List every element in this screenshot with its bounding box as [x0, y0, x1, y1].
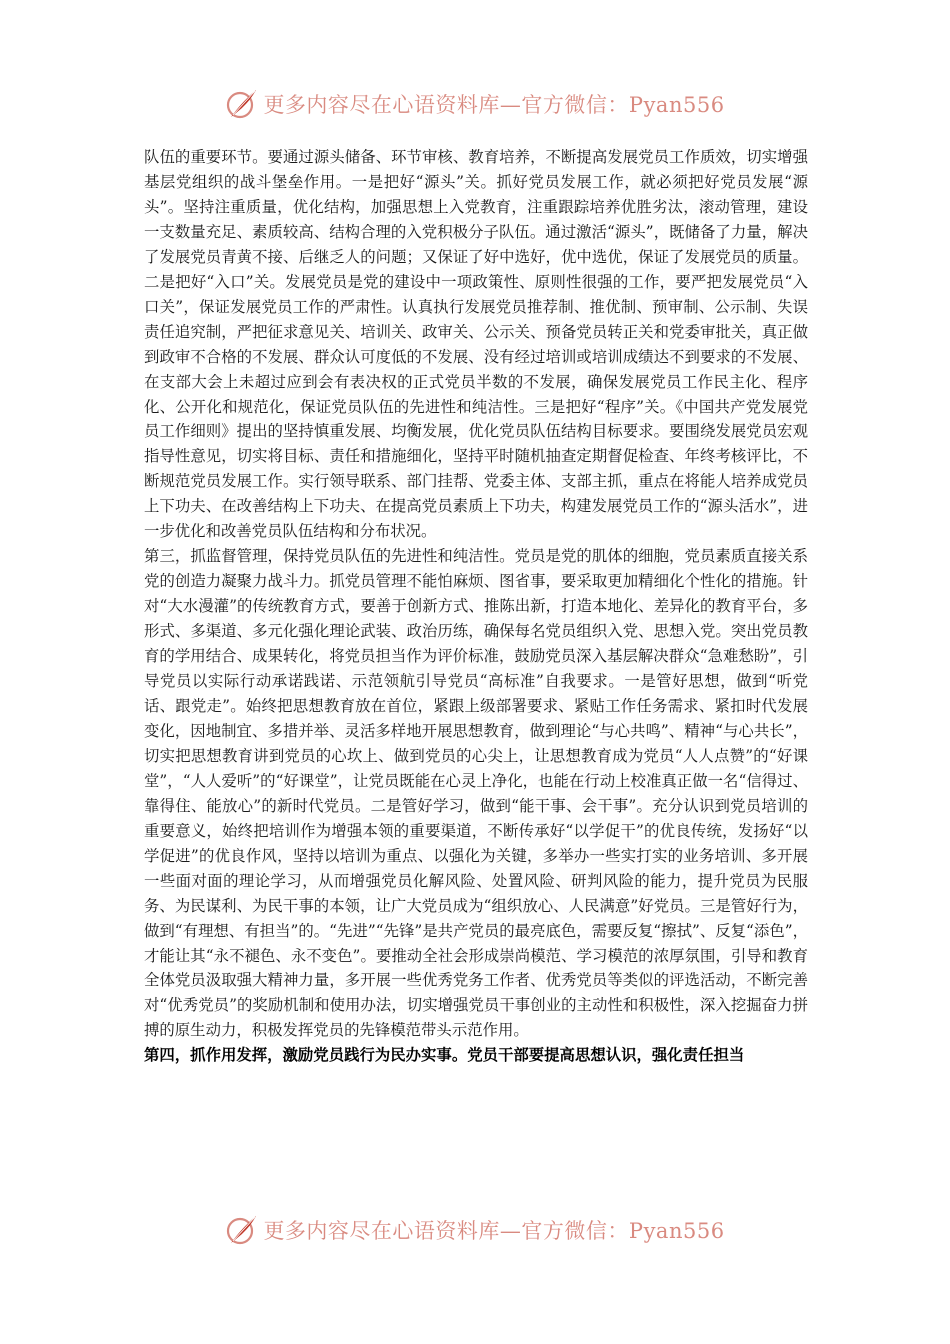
watermark-text: 更多内容尽在心语资料库—官方微信：Pyan556	[263, 1219, 725, 1243]
watermark-text: 更多内容尽在心语资料库—官方微信：Pyan556	[263, 93, 725, 117]
document-body	[144, 145, 808, 1068]
quill-pen-logo-icon	[225, 87, 259, 121]
paragraph: 第三，抓监督管理，保持党员队伍的先进性和纯洁性。党员是党的肌体的细胞，党员素质直接关系党的创造力凝聚力战斗力。抓党员管理不能怕麻烦、图省事，要采取更加精细化个性化的措施。针对“大水漫灌”的传统教育方式，要善于创新方式、推陈出新，打造本地化、差异化的教育平台，多形式、多渠道、多元化强化理论武装、政治历练，确保每名党员组织入党、思想入党。突出党员教育的学用结合、成果转化，将党员担当作为评价标准，鼓励党员深入基层解决群众“急难愁盼”，引导党员以实际行动承诺践诺、示范领航引导党员“高标准”自我要求。一是管好思想，做到“听党话、跟党走”。始终把思想教育放在首位，紧跟上级部署要求、紧贴工作任务需求、紧扣时代发展变化，因地制宜、多措并举、灵活多样地开展思想教育，做到理论“与心共鸣”、精神“与心共长”，切实把思想教育讲到党员的心坎上、做到党员的心尖上，让思想教育成为党员“人人点赞”的“好课堂”，“人人爱听”的“好课堂”，让党员既能在心灵上净化，也能在行动上校准真正做一名“信得过、靠得住、能放心”的新时代党员。二是管好学习，做到“能干事、会干事”。充分认识到党员培训的重要意义，始终把培训作为增强本领的重要渠道，不断传承好“以学促干”的优良传统，发扬好“以学促进”的优良作风，坚持以培训为重点、以强化为关键，多举办一些实打实的业务培训、多开展一些面对面的理论学习，从而增强党员化解风险、处置风险、研判风险的能力，提升党员为民服务、为民谋利、为民干事的本领，让广大党员成为“组织放心、人民满意”好党员。三是管好行为，做到“有理想、有担当”的。“先进”“先锋”是共产党员的最亮底色，需要反复“擦拭”、反复“添色”，才能让其“永不褪色、永不变色”。要推动全社会形成崇尚模范、学习模范的浓厚氛围，引导和教育全体党员汲取强大精神力量，多开展一些优秀党务工作者、优秀党员等类似的评选活动，不断完善对“优秀党员”的奖励机制和使用办法，切实增强党员干事创业的主动性和积极性，深入挖掘奋力拼搏的原生动力，积极发挥党员的先锋模范带头示范作用。	[144, 547, 808, 1040]
watermark-banner-top	[0, 84, 950, 124]
paragraph-heading: 第四，抓作用发挥，激励党员践行为民办实事。党员干部要提高思想认识，强化责任担当	[144, 1046, 745, 1065]
quill-pen-logo-icon	[225, 1213, 259, 1247]
watermark-banner-bottom	[0, 1210, 950, 1250]
paragraph: 队伍的重要环节。要通过源头储备、环节审核、教育培养，不断提高发展党员工作质效，切实增强基层党组织的战斗堡垒作用。一是把好“源头”关。抓好党员发展工作，就必须把好党员发展“源头”。坚持注重质量，优化结构，加强思想上入党教育，注重跟踪培养优胜劣汰，滚动管理，建设一支数量充足、素质较高、结构合理的入党积极分子队伍。通过激活“源头”，既储备了力量，解决了发展党员青黄不接、后继乏人的问题；又保证了好中选好，优中选优，保证了发展党员的质量。二是把好“入口”关。发展党员是党的建设中一项政策性、原则性很强的工作，要严把发展党员“入口关”，保证发展党员工作的严肃性。认真执行发展党员推荐制、推优制、预审制、公示制、失误责任追究制，严把征求意见关、培训关、政审关、公示关、预备党员转正关和党委审批关，真正做到政审不合格的不发展、群众认可度低的不发展、没有经过培训或培训成绩达不到要求的不发展、在支部大会上未超过应到会有表决权的正式党员半数的不发展，确保发展党员工作民主化、程序化、公开化和规范化，保证党员队伍的先进性和纯洁性。三是把好“程序”关。《中国共产党发展党员工作细则》提出的坚持慎重发展、均衡发展，优化党员队伍结构目标要求。要围绕发展党员宏观指导性意见，切实将目标、责任和措施细化，坚持平时随机抽查定期督促检查、年终考核评比，不断规范党员发展工作。实行领导联系、部门挂帮、党委主体、支部主抓，重点在将能人培养成党员上下功夫、在改善结构上下功夫、在提高党员素质上下功夫，构建发展党员工作的“源头活水”，进一步优化和改善党员队伍结构和分布状况。	[144, 148, 808, 541]
